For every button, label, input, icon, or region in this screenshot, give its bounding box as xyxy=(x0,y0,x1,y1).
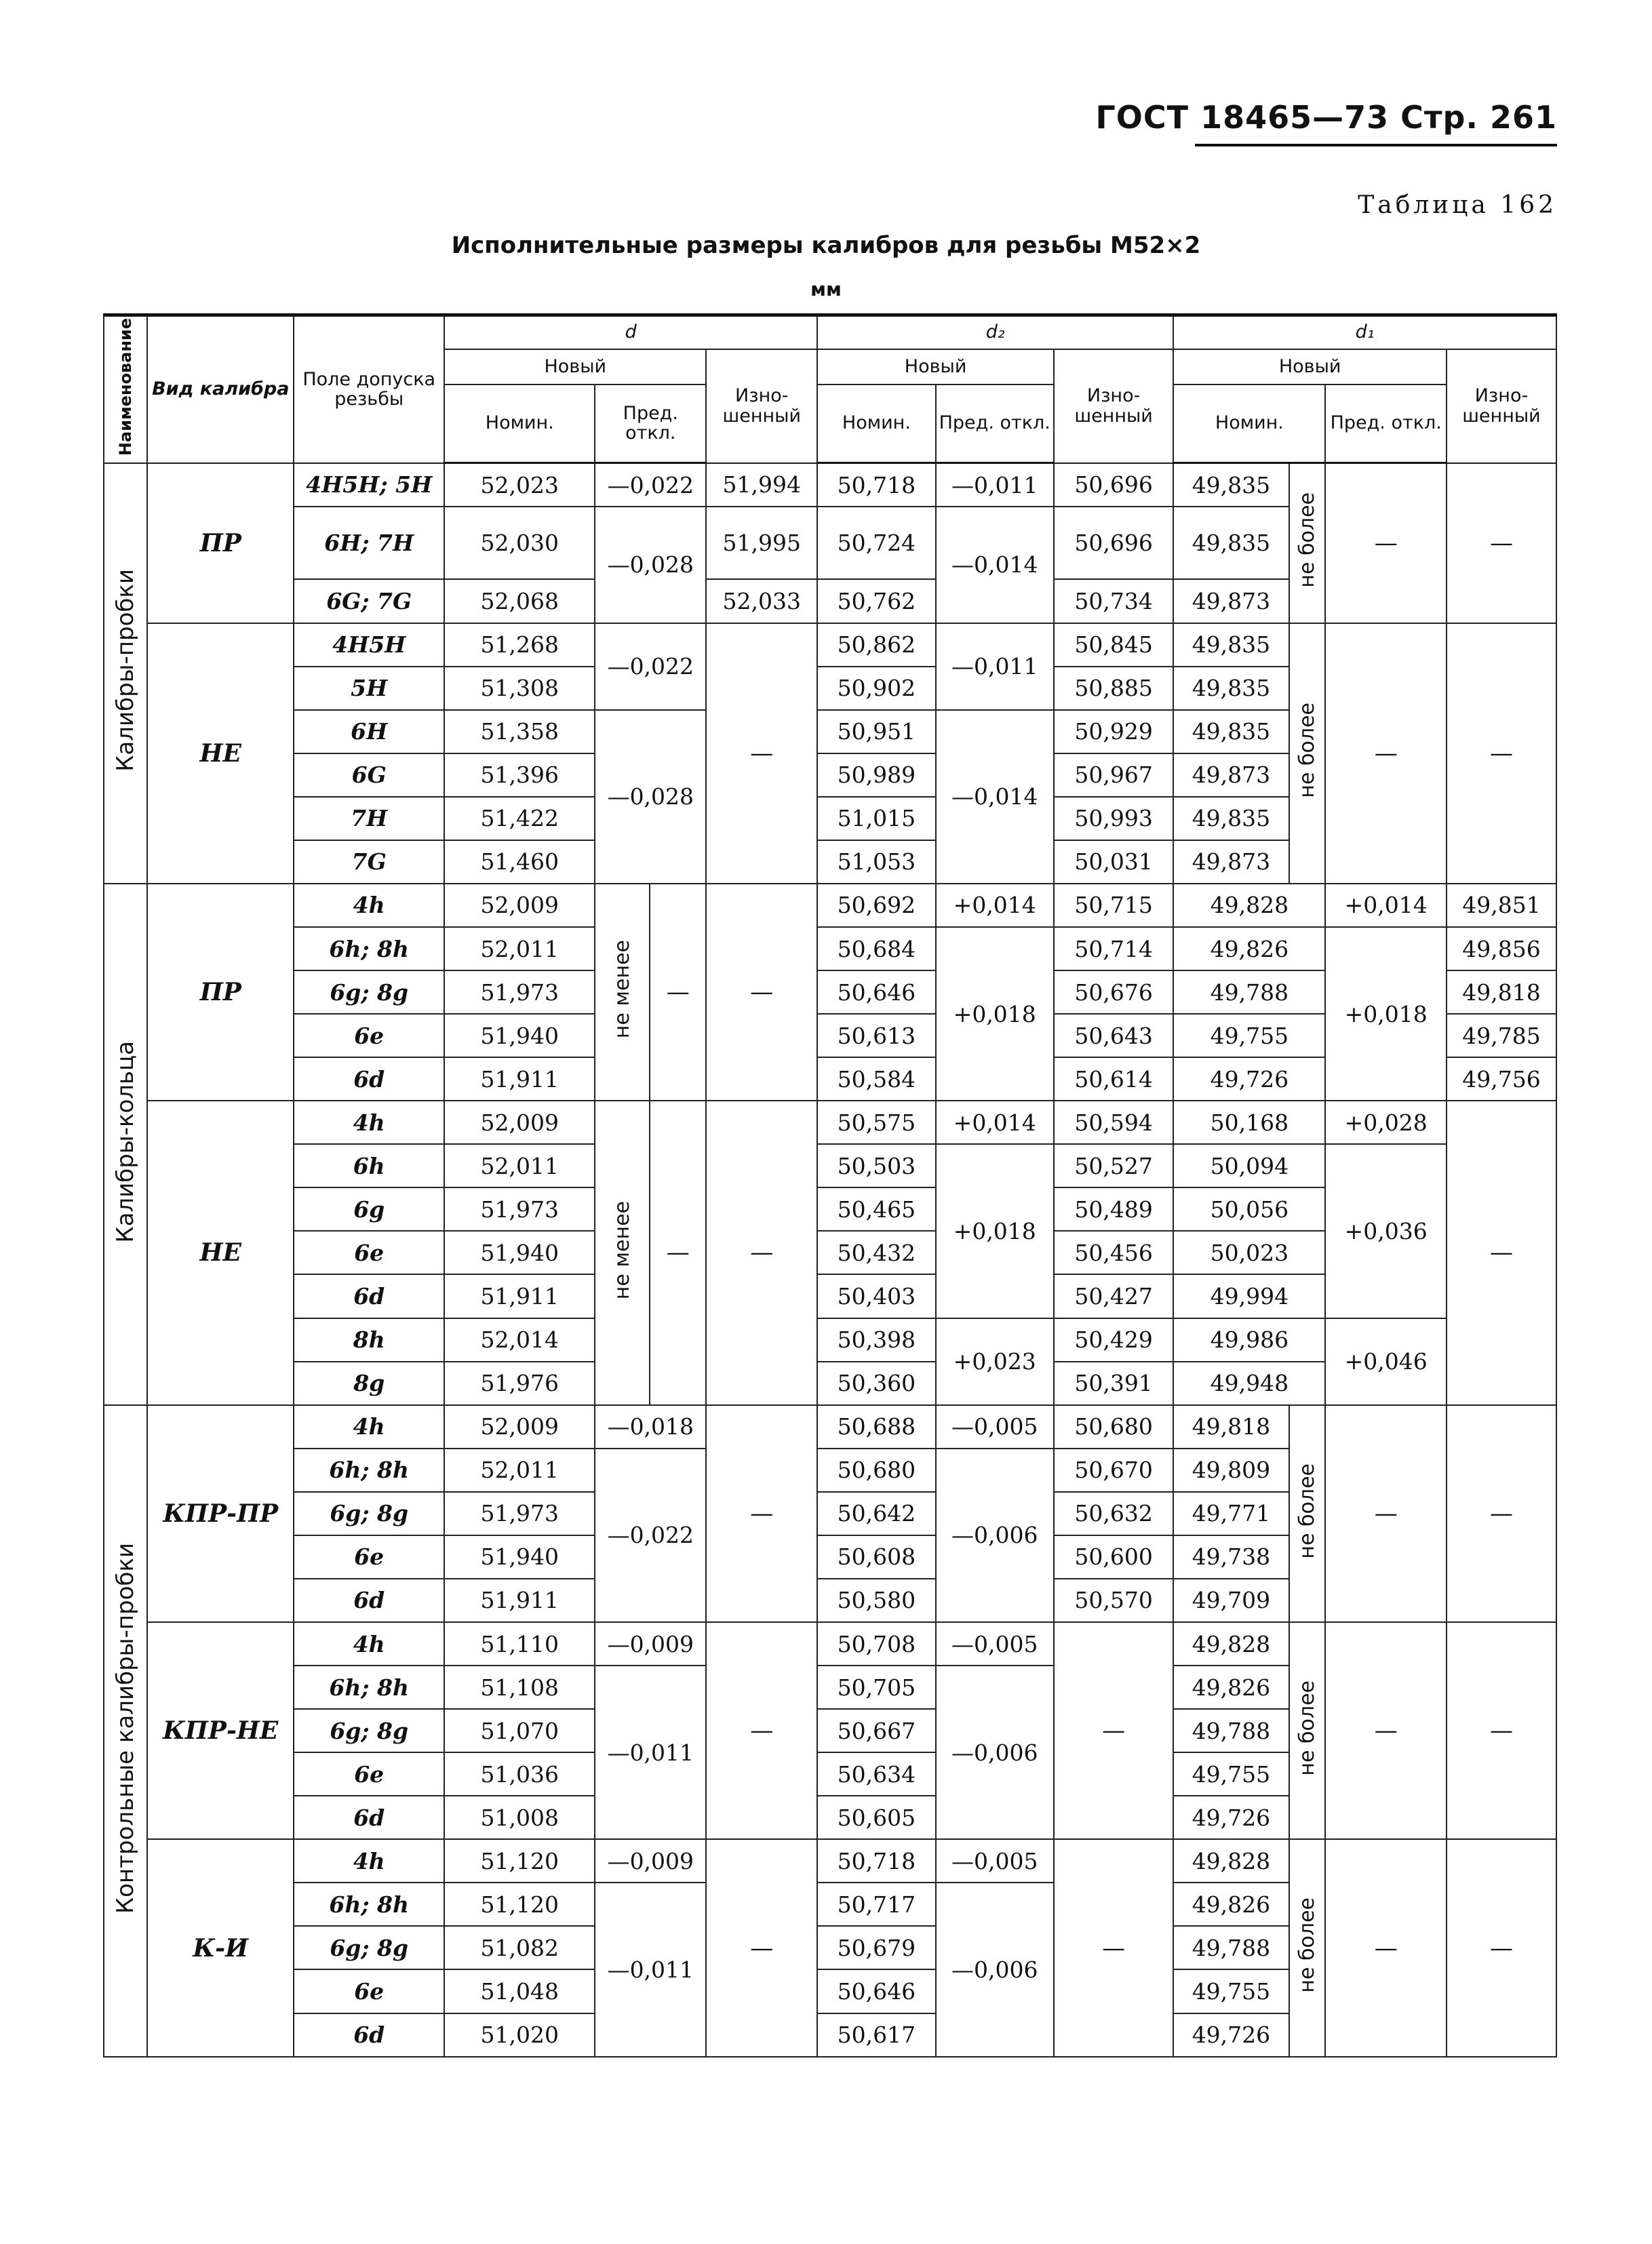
d2-nominal: 50,667 xyxy=(817,1709,935,1752)
ne-bolee-note: не более xyxy=(1289,1622,1326,1839)
units-label: мм xyxy=(810,278,842,300)
d1-worn: 49,856 xyxy=(1447,927,1556,970)
d1-nominal: 49,828 xyxy=(1173,1839,1289,1883)
d2-nominal: 50,605 xyxy=(817,1796,935,1839)
d2-nominal: 50,575 xyxy=(817,1101,935,1144)
d2-nominal: 51,053 xyxy=(817,840,935,884)
d-nominal: 51,940 xyxy=(444,1535,595,1579)
d2-nominal: 50,684 xyxy=(817,927,935,970)
d1-deviation: — xyxy=(1325,463,1446,623)
d2-deviation: —0,011 xyxy=(936,623,1054,710)
d1-nominal: 49,771 xyxy=(1173,1492,1289,1535)
d-nominal: 52,009 xyxy=(444,1101,595,1144)
d-nominal: 52,030 xyxy=(444,507,595,579)
d-nominal: 51,308 xyxy=(444,667,595,710)
d2-worn: 50,845 xyxy=(1054,623,1173,667)
d-nominal: 51,108 xyxy=(444,1666,595,1709)
d2-worn: 50,696 xyxy=(1054,507,1173,579)
d1-worn: — xyxy=(1447,463,1556,623)
d1-nominal: 49,994 xyxy=(1173,1274,1325,1318)
tolerance-field: 7H xyxy=(294,797,444,840)
table-row xyxy=(104,1318,1556,1362)
header-d1: d₁ xyxy=(1173,315,1556,349)
d1-nominal: 50,168 xyxy=(1173,1101,1325,1144)
header-d-nom: Номин. xyxy=(444,385,595,463)
d2-worn: 50,614 xyxy=(1054,1057,1173,1101)
tolerance-field: 5H xyxy=(294,667,444,710)
header-d: d xyxy=(444,315,817,349)
d1-nominal: 49,788 xyxy=(1173,970,1325,1014)
d1-deviation: — xyxy=(1325,1622,1446,1839)
d-deviation: —0,028 xyxy=(595,710,706,884)
d2-worn: 50,714 xyxy=(1054,927,1173,970)
d2-worn: 50,670 xyxy=(1054,1449,1173,1492)
d-nominal: 51,082 xyxy=(444,1926,595,1969)
tolerance-field: 6d xyxy=(294,1274,444,1318)
d-deviation: —0,009 xyxy=(595,1622,706,1666)
d1-nominal: 49,826 xyxy=(1173,1666,1289,1709)
d1-nominal: 49,788 xyxy=(1173,1926,1289,1969)
d-nominal: 52,014 xyxy=(444,1318,595,1362)
d-worn: — xyxy=(706,1101,817,1404)
tolerance-field: 6e xyxy=(294,1752,444,1796)
d2-nominal: 51,015 xyxy=(817,797,935,840)
d-nominal: 52,023 xyxy=(444,463,595,507)
ne-bolee-note: не более xyxy=(1289,1405,1326,1622)
header-d-dev: Пред. откл. xyxy=(595,385,706,463)
d-nominal: 51,020 xyxy=(444,2013,595,2057)
gauge-kind: НЕ xyxy=(147,623,294,884)
tolerance-field: 6d xyxy=(294,1579,444,1622)
d-nominal: 51,911 xyxy=(444,1579,595,1622)
header-d2-worn: Изно- шенный xyxy=(1054,349,1173,463)
d1-worn: — xyxy=(1447,1622,1556,1839)
table-row xyxy=(104,1405,1556,1449)
d2-nominal: 50,717 xyxy=(817,1883,935,1926)
d1-nominal: 49,738 xyxy=(1173,1535,1289,1579)
d-deviation: —0,011 xyxy=(595,1666,706,1839)
d1-nominal: 49,835 xyxy=(1173,797,1289,840)
table-row xyxy=(104,1839,1556,1883)
d2-worn: — xyxy=(1054,1622,1173,1839)
tolerance-field: 6h xyxy=(294,1144,444,1187)
d2-worn: 50,391 xyxy=(1054,1362,1173,1405)
d1-worn: — xyxy=(1447,1101,1556,1404)
header-d1-nom: Номин. xyxy=(1173,385,1325,463)
d2-deviation: —0,006 xyxy=(936,1666,1054,1839)
d2-nominal: 50,718 xyxy=(817,1839,935,1883)
d1-deviation: +0,046 xyxy=(1325,1318,1446,1405)
d2-nominal: 50,398 xyxy=(817,1318,935,1362)
d-deviation: —0,022 xyxy=(595,623,706,710)
d1-nominal: 49,709 xyxy=(1173,1579,1289,1622)
d2-deviation: —0,011 xyxy=(936,463,1054,507)
d2-nominal: 50,951 xyxy=(817,710,935,753)
d-nominal: 51,911 xyxy=(444,1274,595,1318)
tolerance-field: 6h; 8h xyxy=(294,1449,444,1492)
d-deviation: —0,009 xyxy=(595,1839,706,1883)
table-row xyxy=(104,927,1556,970)
d-nominal: 51,110 xyxy=(444,1622,595,1666)
d2-nominal: 50,902 xyxy=(817,667,935,710)
d1-nominal: 49,835 xyxy=(1173,623,1289,667)
tolerance-field: 6d xyxy=(294,1057,444,1101)
d1-nominal: 49,873 xyxy=(1173,579,1289,623)
d1-nominal: 49,873 xyxy=(1173,840,1289,884)
d2-nominal: 50,465 xyxy=(817,1187,935,1231)
d2-deviation: +0,014 xyxy=(936,1101,1054,1144)
d2-worn: 50,527 xyxy=(1054,1144,1173,1187)
d2-worn: 50,929 xyxy=(1054,710,1173,753)
d2-nominal: 50,617 xyxy=(817,2013,935,2057)
d2-worn: 50,993 xyxy=(1054,797,1173,840)
d1-worn: — xyxy=(1447,1405,1556,1622)
d1-nominal: 50,094 xyxy=(1173,1144,1325,1187)
tolerance-field: 6H; 7H xyxy=(294,507,444,579)
header-d1-worn: Изно- шенный xyxy=(1447,349,1556,463)
d2-nominal: 50,718 xyxy=(817,463,935,507)
d-nominal: 51,120 xyxy=(444,1883,595,1926)
d1-nominal: 49,755 xyxy=(1173,1969,1289,2013)
d-nominal: 52,011 xyxy=(444,1449,595,1492)
ne-bolee-note: не более xyxy=(1289,463,1326,623)
header-d2-dev: Пред. откл. xyxy=(936,385,1054,463)
tolerance-field: 6G; 7G xyxy=(294,579,444,623)
d-nominal: 51,911 xyxy=(444,1057,595,1101)
d2-nominal: 50,646 xyxy=(817,970,935,1014)
header-d2-nom: Номин. xyxy=(817,385,935,463)
tolerance-field: 6g; 8g xyxy=(294,1492,444,1535)
d-nominal: 51,973 xyxy=(444,1492,595,1535)
tolerance-field: 6d xyxy=(294,2013,444,2057)
d-nominal: 51,268 xyxy=(444,623,595,667)
d1-nominal: 49,986 xyxy=(1173,1318,1325,1362)
header-d1-dev: Пред. откл. xyxy=(1325,385,1446,463)
d-worn: — xyxy=(706,1405,817,1622)
d1-nominal: 49,835 xyxy=(1173,507,1289,579)
tolerance-field: 6d xyxy=(294,1796,444,1839)
page-header: ГОСТ 18465—73 Стр. 261 xyxy=(1095,99,1557,136)
d2-worn: — xyxy=(1054,1839,1173,2057)
d-nominal: 52,009 xyxy=(444,884,595,927)
d-nominal: 51,048 xyxy=(444,1969,595,2013)
d2-nominal: 50,862 xyxy=(817,623,935,667)
d2-worn: 50,600 xyxy=(1054,1535,1173,1579)
d-deviation: —0,028 xyxy=(595,507,706,623)
d2-worn: 50,643 xyxy=(1054,1014,1173,1057)
d2-nominal: 50,584 xyxy=(817,1057,935,1101)
tolerance-field: 6h; 8h xyxy=(294,1666,444,1709)
d2-worn: 50,429 xyxy=(1054,1318,1173,1362)
d-nominal: 51,358 xyxy=(444,710,595,753)
d1-nominal: 49,835 xyxy=(1173,710,1289,753)
ne-menee-note: не менее xyxy=(595,1101,650,1404)
d-nominal: 52,009 xyxy=(444,1405,595,1449)
table-row xyxy=(104,463,1556,507)
header-d-worn: Изно- шенный xyxy=(706,349,817,463)
d1-nominal: 49,755 xyxy=(1173,1014,1325,1057)
d2-worn: 50,734 xyxy=(1054,579,1173,623)
d1-deviation: +0,028 xyxy=(1325,1101,1446,1144)
d2-worn: 50,696 xyxy=(1054,463,1173,507)
d2-nominal: 50,360 xyxy=(817,1362,935,1405)
d1-nominal: 49,828 xyxy=(1173,884,1325,927)
gauge-kind: ПР xyxy=(147,463,294,623)
group-label: Калибры-пробки xyxy=(104,463,147,884)
tolerance-field: 6G xyxy=(294,753,444,797)
d-worn: 51,995 xyxy=(706,507,817,579)
gauge-table xyxy=(103,313,1557,2058)
d2-worn: 50,570 xyxy=(1054,1579,1173,1622)
tolerance-field: 4h xyxy=(294,1839,444,1883)
d1-deviation: — xyxy=(1325,1405,1446,1622)
d2-deviation: +0,018 xyxy=(936,927,1054,1101)
d2-nominal: 50,403 xyxy=(817,1274,935,1318)
d1-worn: 49,785 xyxy=(1447,1014,1556,1057)
d-nominal: 51,008 xyxy=(444,1796,595,1839)
tolerance-field: 6e xyxy=(294,1014,444,1057)
tolerance-field: 8h xyxy=(294,1318,444,1362)
tolerance-field: 7G xyxy=(294,840,444,884)
d1-nominal: 49,726 xyxy=(1173,1057,1325,1101)
header-d2-new: Новый xyxy=(817,349,1054,385)
gauge-kind: НЕ xyxy=(147,1101,294,1404)
d-nominal: 51,940 xyxy=(444,1014,595,1057)
d2-nominal: 50,680 xyxy=(817,1449,935,1492)
d-worn: — xyxy=(706,1622,817,1839)
d2-deviation: —0,006 xyxy=(936,1449,1054,1622)
d-nominal: 52,011 xyxy=(444,1144,595,1187)
d2-nominal: 50,432 xyxy=(817,1231,935,1274)
gauge-kind: К-И xyxy=(147,1839,294,2057)
d-nominal: 51,070 xyxy=(444,1709,595,1752)
tolerance-field: 6g; 8g xyxy=(294,970,444,1014)
d1-deviation: +0,036 xyxy=(1325,1144,1446,1318)
d2-nominal: 50,692 xyxy=(817,884,935,927)
table-body xyxy=(104,463,1556,2058)
d2-nominal: 50,503 xyxy=(817,1144,935,1187)
d1-nominal: 49,828 xyxy=(1173,1622,1289,1666)
d2-worn: 50,676 xyxy=(1054,970,1173,1014)
ne-bolee-note: не более xyxy=(1289,623,1326,884)
d2-deviation: —0,014 xyxy=(936,710,1054,884)
d1-nominal: 49,826 xyxy=(1173,927,1325,970)
header-rule xyxy=(1195,144,1557,146)
table-number: Таблица 162 xyxy=(1358,191,1557,219)
d1-deviation: +0,018 xyxy=(1325,927,1446,1101)
header-d-new: Новый xyxy=(444,349,706,385)
d2-nominal: 50,642 xyxy=(817,1492,935,1535)
d-deviation: — xyxy=(650,884,706,1101)
d1-nominal: 49,873 xyxy=(1173,753,1289,797)
table-row xyxy=(104,623,1556,667)
d2-worn: 50,489 xyxy=(1054,1187,1173,1231)
gauge-kind: ПР xyxy=(147,884,294,1101)
d2-deviation: —0,005 xyxy=(936,1622,1054,1666)
d1-nominal: 49,818 xyxy=(1173,1405,1289,1449)
header-name: Наименование xyxy=(104,315,147,463)
d2-deviation: —0,014 xyxy=(936,507,1054,623)
d1-worn: — xyxy=(1447,1839,1556,2057)
d1-nominal: 50,056 xyxy=(1173,1187,1325,1231)
d1-worn: — xyxy=(1447,623,1556,884)
d1-deviation: — xyxy=(1325,1839,1446,2057)
d2-nominal: 50,989 xyxy=(817,753,935,797)
d-nominal: 51,422 xyxy=(444,797,595,840)
group-label: Калибры-кольца xyxy=(104,884,147,1405)
d1-nominal: 49,726 xyxy=(1173,1796,1289,1839)
d1-worn: 49,851 xyxy=(1447,884,1556,927)
d2-nominal: 50,679 xyxy=(817,1926,935,1969)
d2-worn: 50,427 xyxy=(1054,1274,1173,1318)
d2-nominal: 50,762 xyxy=(817,579,935,623)
header-d1-new: Новый xyxy=(1173,349,1447,385)
d1-nominal: 49,809 xyxy=(1173,1449,1289,1492)
d-nominal: 51,460 xyxy=(444,840,595,884)
d2-worn: 50,632 xyxy=(1054,1492,1173,1535)
tolerance-field: 4h xyxy=(294,1622,444,1666)
d2-worn: 50,967 xyxy=(1054,753,1173,797)
d1-nominal: 49,726 xyxy=(1173,2013,1289,2057)
d-worn: — xyxy=(706,884,817,1101)
tolerance-field: 6g; 8g xyxy=(294,1926,444,1969)
d1-nominal: 49,835 xyxy=(1173,667,1289,710)
ne-menee-note: не менее xyxy=(595,884,650,1101)
d2-nominal: 50,613 xyxy=(817,1014,935,1057)
d-worn: 52,033 xyxy=(706,579,817,623)
d2-nominal: 50,705 xyxy=(817,1666,935,1709)
d2-deviation: —0,005 xyxy=(936,1405,1054,1449)
d1-nominal: 49,788 xyxy=(1173,1709,1289,1752)
d2-deviation: +0,023 xyxy=(936,1318,1054,1405)
d2-nominal: 50,608 xyxy=(817,1535,935,1579)
d1-worn: 49,818 xyxy=(1447,970,1556,1014)
tolerance-field: 6g xyxy=(294,1187,444,1231)
d2-nominal: 50,724 xyxy=(817,507,935,579)
d2-worn: 50,680 xyxy=(1054,1405,1173,1449)
tolerance-field: 6e xyxy=(294,1231,444,1274)
d-deviation: —0,022 xyxy=(595,1449,706,1622)
tolerance-field: 4H5H; 5H xyxy=(294,463,444,507)
d-worn: — xyxy=(706,1839,817,2057)
d2-worn: 50,885 xyxy=(1054,667,1173,710)
header-kind: Вид калибра xyxy=(147,315,294,463)
d2-worn: 50,031 xyxy=(1054,840,1173,884)
d-nominal: 51,976 xyxy=(444,1362,595,1405)
d-nominal: 51,940 xyxy=(444,1231,595,1274)
header-d2: d₂ xyxy=(817,315,1173,349)
d2-nominal: 50,708 xyxy=(817,1622,935,1666)
d-deviation: — xyxy=(650,1101,706,1404)
d2-worn: 50,715 xyxy=(1054,884,1173,927)
d1-nominal: 50,023 xyxy=(1173,1231,1325,1274)
d-nominal: 52,011 xyxy=(444,927,595,970)
d-deviation: —0,011 xyxy=(595,1883,706,2057)
header-field: Поле допуска резьбы xyxy=(294,315,444,463)
d2-deviation: +0,014 xyxy=(936,884,1054,927)
d2-worn: 50,594 xyxy=(1054,1101,1173,1144)
gauge-kind: КПР-НЕ xyxy=(147,1622,294,1839)
table-row xyxy=(104,884,1556,927)
ne-bolee-note: не более xyxy=(1289,1839,1326,2057)
d-deviation: —0,022 xyxy=(595,463,706,507)
table-row xyxy=(104,1622,1556,1666)
d-nominal: 51,036 xyxy=(444,1752,595,1796)
d2-nominal: 50,634 xyxy=(817,1752,935,1796)
group-label: Контрольные калибры-пробки xyxy=(104,1405,147,2057)
d-nominal: 51,396 xyxy=(444,753,595,797)
d2-nominal: 50,646 xyxy=(817,1969,935,2013)
d1-deviation: — xyxy=(1325,623,1446,884)
tolerance-field: 4h xyxy=(294,1405,444,1449)
d2-deviation: +0,018 xyxy=(936,1144,1054,1318)
d1-nominal: 49,826 xyxy=(1173,1883,1289,1926)
d2-deviation: —0,006 xyxy=(936,1883,1054,2057)
gauge-kind: КПР-ПР xyxy=(147,1405,294,1622)
d1-nominal: 49,835 xyxy=(1173,463,1289,507)
table-row xyxy=(104,1144,1556,1187)
table-row xyxy=(104,1101,1556,1144)
tolerance-field: 6h; 8h xyxy=(294,927,444,970)
d1-nominal: 49,755 xyxy=(1173,1752,1289,1796)
d-worn: — xyxy=(706,623,817,884)
tolerance-field: 6H xyxy=(294,710,444,753)
d1-worn: 49,756 xyxy=(1447,1057,1556,1101)
d1-nominal: 49,948 xyxy=(1173,1362,1325,1405)
tolerance-field: 8g xyxy=(294,1362,444,1405)
d2-nominal: 50,580 xyxy=(817,1579,935,1622)
d-nominal: 52,068 xyxy=(444,579,595,623)
tolerance-field: 4h xyxy=(294,1101,444,1144)
d-worn: 51,994 xyxy=(706,463,817,507)
tolerance-field: 4H5H xyxy=(294,623,444,667)
tolerance-field: 6e xyxy=(294,1969,444,2013)
d2-worn: 50,456 xyxy=(1054,1231,1173,1274)
d-nominal: 51,973 xyxy=(444,970,595,1014)
table-caption: Исполнительные размеры калибров для резьбы М52×2 xyxy=(451,232,1201,259)
d2-deviation: —0,005 xyxy=(936,1839,1054,1883)
d-deviation: —0,018 xyxy=(595,1405,706,1449)
tolerance-field: 6g; 8g xyxy=(294,1709,444,1752)
tolerance-field: 6h; 8h xyxy=(294,1883,444,1926)
tolerance-field: 4h xyxy=(294,884,444,927)
tolerance-field: 6e xyxy=(294,1535,444,1579)
d2-nominal: 50,688 xyxy=(817,1405,935,1449)
d-nominal: 51,120 xyxy=(444,1839,595,1883)
d1-deviation: +0,014 xyxy=(1325,884,1446,927)
d-nominal: 51,973 xyxy=(444,1187,595,1231)
